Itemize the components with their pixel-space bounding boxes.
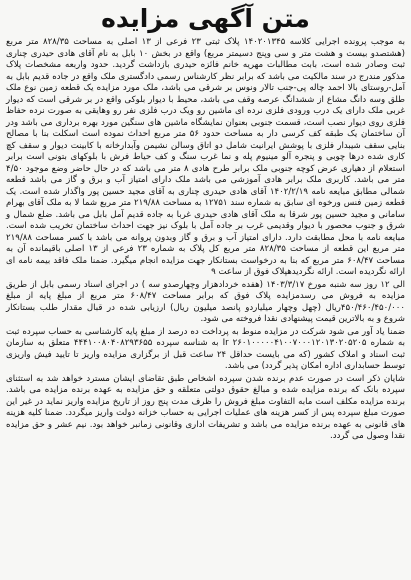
notice-title: متن آگهی مزایده (101, 4, 310, 33)
notice-paragraph: شایان ذکر است در صورت عدم برنده شدن سپرده اشخاص طبق تقاضای ایشان مسترد خواهد شد به استثنای سپرده بانک که برنده مزایده شده و مبالغ حقوق دولتی متعلقه و حق مزایده به عهده برنده مزایده می باشد. برنده مزایده مکلف است مابه التفاوت مبلغ فروش را ظرف مدت پنج روز از تاریخ مزایده واریز نماید در غیر این صورت مبلغ سپرده پس از کسر هزینه های عملیات اجرایی به حساب خزانه دولت واریز میگردد. ضمنا کلیه هزینه های قانونی به عهده برنده مزایده می باشد و تشریفات اداری وقانونی زمانبر خواهد بود. نیم عشر و حق مزایده نقدا وصول می گردد. (6, 373, 405, 441)
notice-paragraph: الی ۱۲ روز سه شنبه مورخ ۱۴۰۳/۳/۱۷ (هفده خردادهزار وچهارصدو سه ) در اجرای اسناد رسمی بابل از طریق مزایده به فروش می رسدمزایده پلاک فوق که برابر مساحت ۶۰۸/۴۷ متر مربع از مبلغ پایه از مبلغ ۴۵۰/۴۶۰/۴۵۰/۰۰۰ریال (چهل وچهار میلیاردو پانصد میلیون ریال) ارزیابی شده در قبال مقدار طلب بستانکار شروع و به بالاترین قیمت پیشنهادی نقدا فروخته می شود. (6, 279, 405, 324)
notice-body (6, 37, 405, 443)
notice-paragraph: به موجب پرونده اجرایی کلاسه ۱۴۰۲۰۱۳۴۵ پلاک ثبتی ۲۳ فرعی از ۱۳ اصلی به مساحت ۸۲۸/۳۵ متر مربع (هشتصدو بیست و هشت متر و سی وپنج دسیمتر مربع) واقع در بخش ۱۰ بابل به نام آقای هادی حیدری چناری ثبت وصادر شده است، بابت مطالبات مهریه خانم فائزه حیدری بازداشت گردید. حدود واربعه مشخصات پلاک مذکور مندرج در سند مالکیت می باشد که برابر نظر کارشناس رسمی دادگستری ملک واقع در جاده قدیم بابل به آمل-روستای بالا احمد چاله پی-جنب تالار ونوس بر شرقی می باشد، ملک مورد مزایده یک قطعه زمین نوع ملک طلق وسه دانگ مشاع از ششدانگ عرصه وقف می باشد، محیط با دیوار بلوکی واقع در بر شرقی است که دیوار غربی ملک دارای یک درب ورودی فلزی نرده ای ماشین رو ویک درب فلزی نفر رو وهایقی به صورت نرده حفاظ فلزی روی دیوار نصب است، قسمت جنوبی بعنوان نمایشگاه ماشین های سنگین مورد بهره برداری می باشد ودر آن ساختمان یک طبقه کف کرسی دار به مساحت حدود ۵۶ متر مربع احداث نموده است اسکلت بنا با مصالح بنایی سقف شیبدار فلزی با پوشش ایرانیت شامل دو اتاق وسالن نشیمن وآبدارخانه با کابینت دیوار و سقف کچ کاری شده درها چوبی و پنجره آلو مینیوم پله و نما غرب سنگ و کف حیاط فرش با بلوکهای بتونی است برابر استعلام از دهیاری عرض کوچه جنوبی ملک برابر طرح هادی ۸ متر می باشد که در حال حاضر وضع موجود ۴/۵۰ متر می باشد. کاربری ملک برابر هادی آموزشی می باشد ملک دارای امتیاز آب و برق و گاز می باشد قطعه شمالی مطابق مبایعه نامه ۱۴۰۲/۲/۱۹ آقای هادی حیدری چناری به آقای مجید حسین پور واگذار شده است. یک قطعه زمین فنس ورخوه ای سابق به شماره سند ۱۲۷۵۱ به مساحت ۲۱۹/۸۸ متر مربع شما لا به ملک آقای بهرام سامانی و مجید حسین پور شرقا به ملک آقای هادی حیدری غربا به جاده قدیم آمل بابل می باشد. ضلع شمال و شرق و جنوب محصور با دیوار وقدیمی غرب بر جاده آمل با بلوک نیز جهت احداث ساختمان تخریب شده است. مبایعه نامه با محل مطابقت دارد. دارای امتیاز آب و برق و گاز وبدون پروانه می باشد با کسر مساحت ۲۱۹/۸۸ متر مربع این قطعه از مساحت ۸۲۸/۳۵ متر مربع کل پلاک به شماره ۲۳ فرعی از ۱۳ اصلی باقیمانده آن به مساحت ۶۰۸/۴۷ متر مربع که بنا به درخواست بستانکار جهت مزایده انجام میگیرد. ضمنا ملک فاقد بیمه نامه ای ارائه نگردیده است. ارائه نگردیدهپلاک فوق از ساعت ۹ (6, 37, 406, 277)
notice-paragraph: ضمنا یاد آور می شود شرکت در مزایده منوط به پرداخت ده درصد از مبلغ پایه کارشناسی به حساب سپرده ثبت به شماره Ir ۲۶۰۱۰۰۰۰۰۴۱۰۰۷۰۰۰۱۲۰۱۳۰۲۰۵۲۰۵ به شناسه سپرده ۴۴۴۱۰۰۸۰۴۰۸۲۹۳۶۵۵ متعلق به سازمان ثبت اسناد و املاک کشور (که می بایست حداقل ۲۴ ساعت قبل از برگزاری مزایده واریز تا تایید فیش واریزی توسط حسابداری اداره امکان پذیر گردد) می باشد. (6, 326, 405, 371)
